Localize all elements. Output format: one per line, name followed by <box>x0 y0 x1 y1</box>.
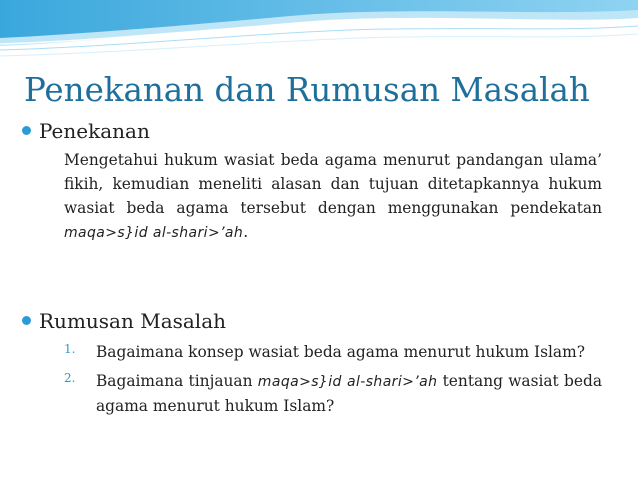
list-item-number: 1. <box>64 342 76 356</box>
list-item-text <box>96 369 602 418</box>
list-item-term: maqa>s}id al-shari>’ah <box>257 374 438 390</box>
list-item-number: 2. <box>64 371 76 385</box>
bullet-rumusan-masalah <box>22 308 226 334</box>
penekanan-paragraph <box>64 148 602 245</box>
slide-title: Penekanan dan Rumusan Masalah <box>24 71 590 109</box>
list-item <box>64 340 602 364</box>
bullet-dot-icon <box>22 126 31 135</box>
bullet-dot-icon <box>22 316 31 325</box>
bullet-label: Rumusan Masalah <box>39 309 227 333</box>
list-item <box>64 369 602 418</box>
paragraph-end: . <box>243 223 249 241</box>
bullet-penekanan <box>22 118 150 144</box>
paragraph-text: Mengetahui hukum wasiat beda agama menurut pandangan ulama’ fikih, kemudian meneliti alasan dan tujuan ditetapkannya hukum wasiat beda agama tersebut dengan menggunakan pendekatan <box>64 151 602 217</box>
list-item-text-start: Bagaimana tinjauan <box>96 372 253 390</box>
list-item-text: Bagaimana konsep wasiat beda agama menurut hukum Islam? <box>96 343 585 361</box>
rumusan-list <box>64 340 602 423</box>
list-item-text-end: tentang wasiat beda agama menurut hukum Islam? <box>96 372 602 415</box>
paragraph-term: maqa>s}id al-shari>’ah <box>64 225 244 241</box>
bullet-label: Penekanan <box>39 119 150 143</box>
